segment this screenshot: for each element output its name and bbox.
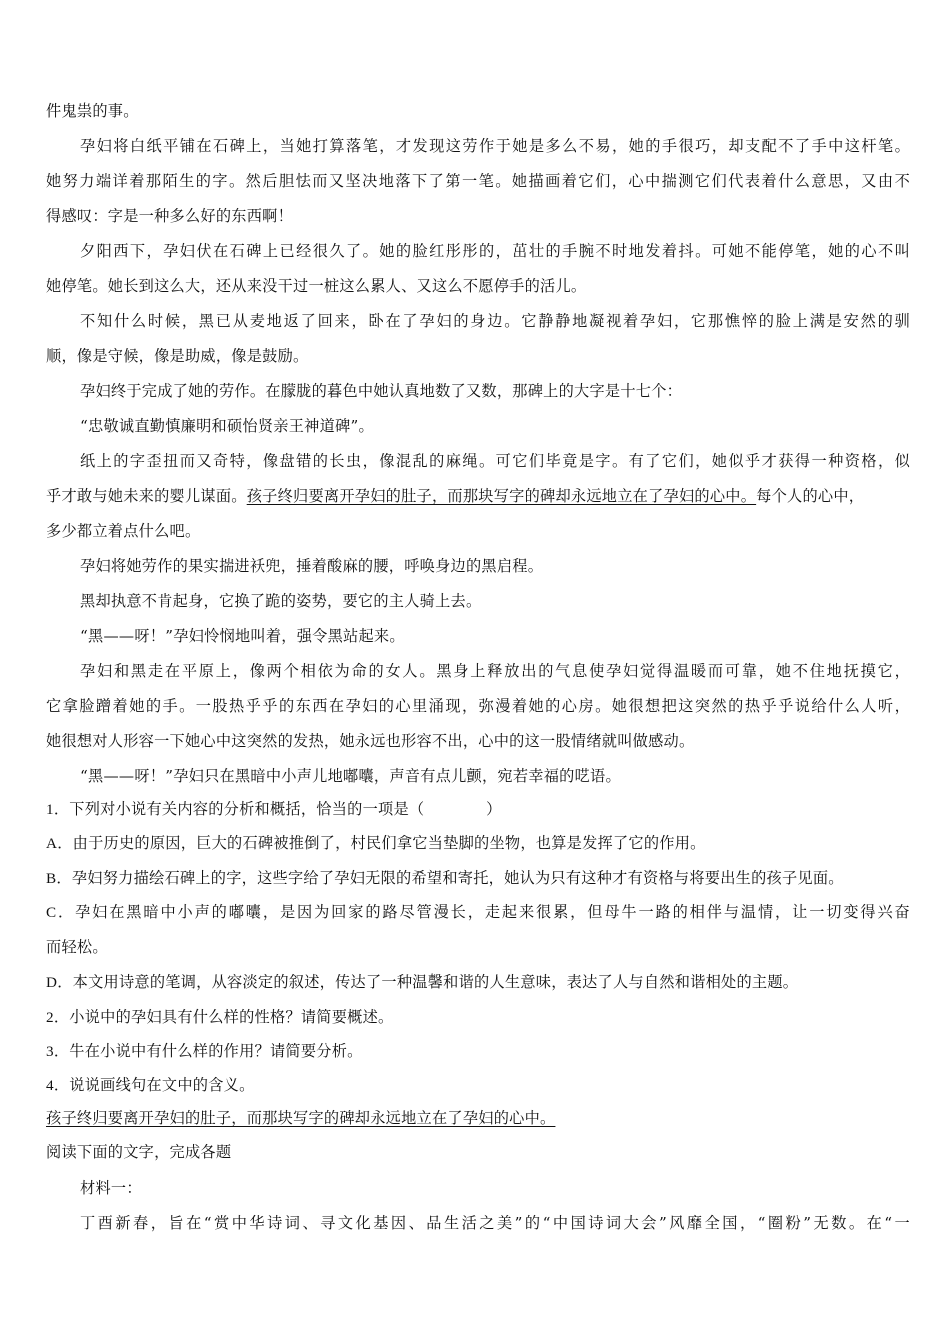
material-label: 材料一：	[80, 1179, 142, 1197]
section-instruction: 阅读下面的文字，完成各题	[46, 1144, 232, 1161]
story-paragraph: 孕妇和黑走在平原上，像两个相依为命的女人。黑身上释放出的气息使孕妇觉得温暖而可靠，她不住地抚摸它，	[80, 662, 910, 680]
story-paragraph: “黑——呀！”孕妇怜悯地叫着，强令黑站起来。	[80, 627, 405, 645]
story-paragraph: 纸上的字歪扭而又奇特，像盘错的长虫，像混乱的麻绳。可它们毕竟是字。有了它们，她似乎才获得一种资格，似	[80, 452, 910, 470]
story-paragraph: “黑——呀！”孕妇只在黑暗中小声儿地嘟囔，声音有点儿颤，宛若幸福的呓语。	[80, 767, 621, 785]
story-paragraph-cont: 它拿脸蹭着她的手。一股热乎乎的东西在孕妇的心里涌现，弥漫着她的心房。她很想把这突然的热乎乎说给什么人听，	[46, 697, 910, 715]
story-paragraph: 黑却执意不肯起身，它换了跪的姿势，要它的主人骑上去。	[80, 592, 482, 610]
underlined-quote: 孩子终归要离开孕妇的肚子，而那块写字的碑却永远地立在了孕妇的心中。	[46, 1110, 556, 1127]
option-c: C．孕妇在黑暗中小声的嘟囔，是因为回家的路尽管漫长，走起来很累，但母牛一路的相伴与温情，让一切变得兴奋	[46, 904, 910, 921]
question-4-quote	[46, 1109, 910, 1129]
story-paragraph-cont	[46, 486, 910, 506]
story-paragraph-cont: 她很想对人形容一下她心中这突然的发热，她永远也形容不出，心中的这一股情绪就叫做感动。	[46, 732, 695, 750]
story-paragraph-cont: 她停笔。她长到这么大，还从来没干过一桩这么累人、又这么不愿停手的活儿。	[46, 277, 587, 295]
question-3: 3．牛在小说中有什么样的作用？请简要分析。	[46, 1043, 363, 1060]
story-paragraph-cont: 得感叹：字是一种多么好的东西啊！	[46, 207, 293, 225]
story-paragraph: 孕妇将她劳作的果实揣进袄兜，捶着酸麻的腰，呼唤身边的黑启程。	[80, 557, 544, 575]
story-paragraph: 件鬼祟的事。	[46, 102, 139, 120]
story-paragraph: 孕妇终于完成了她的劳作。在朦胧的暮色中她认真地数了又数，那碑上的大字是十七个：	[80, 382, 683, 400]
option-d: D．本文用诗意的笔调，从容淡定的叙述，传达了一种温馨和谐的人生意味，表达了人与自然和谐相处的主题。	[46, 974, 799, 991]
story-paragraph: 孕妇将白纸平铺在石碑上，当她打算落笔，才发现这劳作于她是多么不易，她的手很巧，却支配不了手中这杆笔。	[80, 137, 910, 155]
question-2: 2．小说中的孕妇具有什么样的性格？请简要概述。	[46, 1009, 394, 1026]
option-c-cont: 而轻松。	[46, 939, 108, 956]
text-segment: 乎才敢与她未来的婴儿谋面。	[46, 487, 247, 505]
story-paragraph: 不知什么时候，黑已从麦地返了回来，卧在了孕妇的身边。它静静地凝视着孕妇，它那憔悴的脸上满是安然的驯	[80, 312, 910, 330]
story-paragraph-cont: 顺，像是守候，像是助威，像是鼓励。	[46, 347, 309, 365]
story-paragraph-cont: 多少都立着点什么吧。	[46, 522, 201, 540]
option-a: A．由于历史的原因，巨大的石碑被推倒了，村民们拿它当垫脚的坐物，也算是发挥了它的作用。	[46, 835, 706, 852]
story-paragraph: 夕阳西下，孕妇伏在石碑上已经很久了。她的脸红彤彤的，茁壮的手腕不时地发着抖。可她不能停笔，她的心不叫	[80, 242, 910, 260]
question-1: 1．下列对小说有关内容的分析和概括，恰当的一项是（ ）	[46, 801, 502, 818]
question-4: 4．说说画线句在文中的含义。	[46, 1077, 255, 1094]
option-b: B．孕妇努力描绘石碑上的字，这些字给了孕妇无限的希望和寄托，她认为只有这种才有资格与将要出生的孩子见面。	[46, 870, 844, 887]
story-paragraph-cont: 她努力端详着那陌生的字。然后胆怯而又坚决地落下了第一笔。她描画着它们，心中揣测它们代表着什么意思，又由不	[46, 172, 910, 190]
material-text: 丁酉新春，旨在“赏中华诗词、寻文化基因、品生活之美”的“中国诗词大会”风靡全国，“圈粉”无数。在“一	[80, 1214, 910, 1232]
inscription-line: “忠敬诚直勤慎廉明和硕怡贤亲王神道碑”。	[80, 417, 374, 435]
underlined-sentence: 孩子终归要离开孕妇的肚子，而那块写字的碑却永远地立在了孕妇的心中。	[246, 487, 757, 505]
text-segment: 每个人的心中，	[756, 487, 865, 505]
